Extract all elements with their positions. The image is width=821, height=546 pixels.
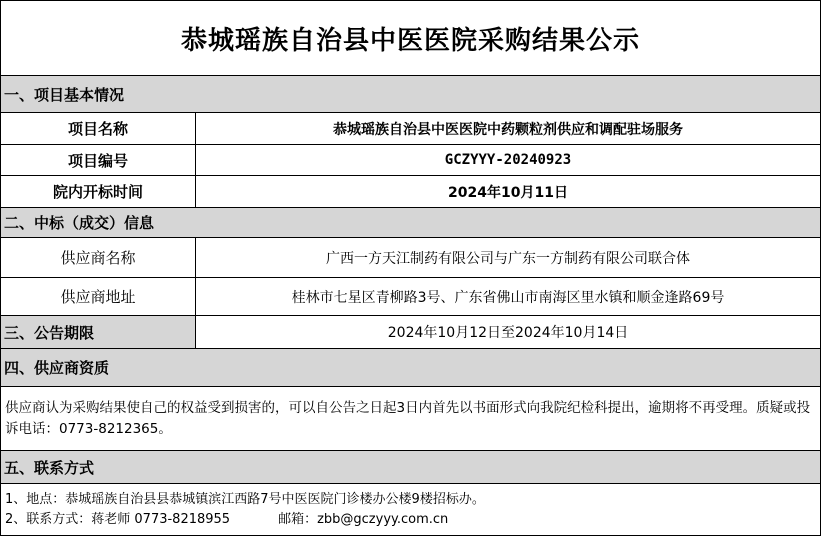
project-name-value: 恭城瑶族自治县中医医院中药颗粒剂供应和调配驻场服务 [196,113,821,145]
supplier-name-label: 供应商名称 [1,238,196,278]
section-heading-notice-period: 三、公告期限 [1,316,196,349]
table-row [1,278,821,316]
section-heading-winning-bid: 二、中标（成交）信息 [1,208,821,238]
project-name-label: 项目名称 [1,113,196,145]
project-number-value: GCZYYY-20240923 [196,145,821,176]
table-row [1,176,821,208]
contact-address-line: 1、地点：恭城瑶族自治县县恭城镇滨江西路7号中医医院门诊楼办公楼9楼招标办。 [5,491,485,507]
contact-phone-line [5,510,816,530]
project-number-label: 项目编号 [1,145,196,176]
contact-phone: 2、联系方式：蒋老师 0773-8218955 [5,511,231,527]
notice-period-value: 2024年10月12日至2024年10月14日 [196,316,821,349]
table-row [1,113,821,145]
contact-email[interactable]: 邮箱：zbb@gczyyy.com.cn [278,511,449,527]
table-row [1,316,821,349]
supplier-name-value: 广西一方天江制药有限公司与广东一方制药有限公司联合体 [196,238,821,278]
section-heading-contact: 五、联系方式 [1,451,821,484]
section-heading-supplier-qualification: 四、供应商资质 [1,349,821,387]
page-title: 恭城瑶族自治县中医医院采购结果公示 [1,1,821,76]
supplier-address-value: 桂林市七星区青柳路3号、广东省佛山市南海区里水镇和顺金逢路69号 [196,278,821,316]
section-heading-project-info: 一、项目基本情况 [1,76,821,113]
table-row [1,238,821,278]
bid-opening-time-value: 2024年10月11日 [196,176,821,208]
contact-info [1,484,821,536]
bid-opening-time-label: 院内开标时间 [1,176,196,208]
complaint-notice-text: 供应商认为采购结果使自己的权益受到损害的，可以自公告之日起3日内首先以书面形式向我院纪检科提出，逾期将不再受理。质疑或投诉电话：0773-8212365。 [1,387,821,451]
supplier-address-label: 供应商地址 [1,278,196,316]
table-row [1,145,821,176]
